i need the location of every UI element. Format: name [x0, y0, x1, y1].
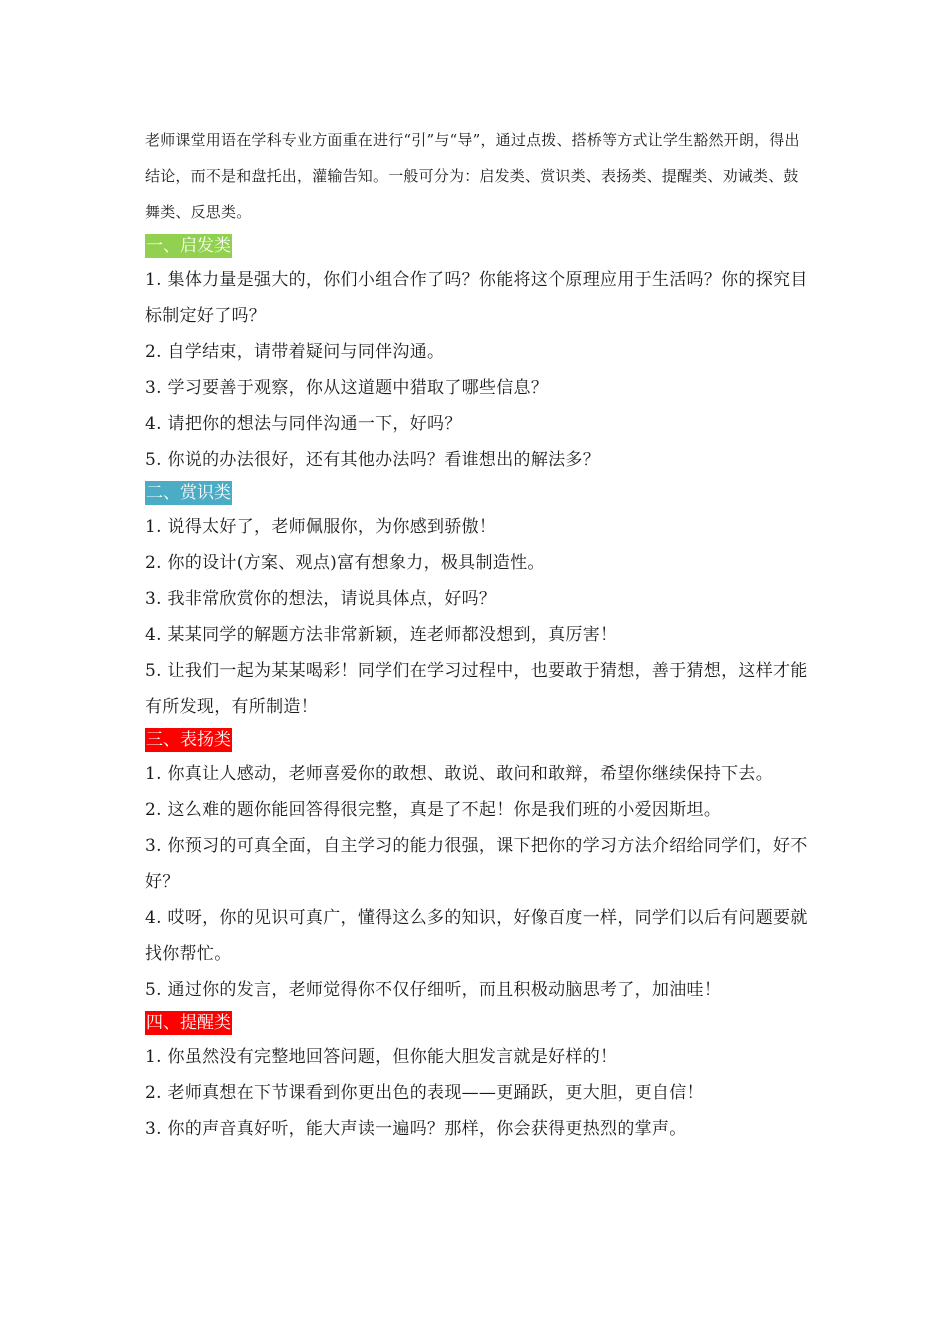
section-heading: 四、提醒类	[146, 1013, 231, 1033]
list-item: 2. 自学结束，请带着疑问与同伴沟通。	[145, 342, 445, 362]
list-item: 1. 说得太好了，老师佩服你，为你感到骄傲！	[145, 517, 497, 537]
list-item: 1. 你虽然没有完整地回答问题，但你能大胆发言就是好样的！	[145, 1047, 618, 1067]
section-heading: 一、启发类	[146, 236, 231, 256]
section-heading: 二、赏识类	[146, 483, 231, 503]
list-item: 5. 你说的办法很好，还有其他办法吗？看谁想出的解法多？	[145, 450, 601, 470]
list-item: 4. 某某同学的解题方法非常新颖，连老师都没想到，真厉害！	[145, 625, 618, 645]
list-item: 3. 学习要善于观察，你从这道题中猎取了哪些信息？	[145, 378, 549, 398]
list-item: 3. 我非常欣赏你的想法，请说具体点，好吗？	[145, 589, 497, 609]
list-item: 4. 哎呀，你的见识可真广，懂得这么多的知识，好像百度一样，同学们以后有问题要就找你帮忙。	[145, 908, 808, 964]
section-appreciate	[145, 478, 810, 725]
section-heading: 三、表扬类	[146, 730, 231, 750]
intro-paragraph: 老师课堂用语在学科专业方面重在进行“引”与“导”，通过点拨、搭桥等方式让学生豁然开朗，得出结论，而不是和盘托出，灌输告知。一般可分为：启发类、赏识类、表扬类、提醒类、劝诫类、鼓舞类、反思类。	[145, 131, 800, 221]
list-item: 5. 让我们一起为某某喝彩！同学们在学习过程中，也要敢于猜想，善于猜想，这样才能有所发现，有所制造！	[145, 661, 808, 717]
list-item: 2. 老师真想在下节课看到你更出色的表现——更踊跃，更大胆，更自信！	[145, 1083, 704, 1103]
section-praise	[145, 725, 810, 1008]
list-item: 3. 你预习的可真全面，自主学习的能力很强，课下把你的学习方法介绍给同学们，好不好？	[145, 836, 808, 892]
list-item: 2. 这么难的题你能回答得很完整，真是了不起！你是我们班的小爱因斯坦。	[145, 800, 722, 820]
section-remind	[145, 1008, 810, 1147]
list-item: 3. 你的声音真好听，能大声读一遍吗？那样，你会获得更热烈的掌声。	[145, 1119, 687, 1139]
sections-container	[145, 231, 810, 1147]
list-item: 1. 你真让人感动，老师喜爱你的敢想、敢说、敢问和敢辩，希望你继续保持下去。	[145, 764, 774, 784]
list-item: 4. 请把你的想法与同伴沟通一下，好吗？	[145, 414, 462, 434]
list-item: 5. 通过你的发言，老师觉得你不仅仔细听，而且积极动脑思考了，加油哇！	[145, 980, 722, 1000]
list-item: 2. 你的设计(方案、观点)富有想象力，极具制造性。	[145, 553, 545, 573]
list-item: 1. 集体力量是强大的，你们小组合作了吗？你能将这个原理应用于生活吗？你的探究目标制定好了吗？	[145, 270, 808, 326]
section-inspire	[145, 231, 810, 478]
